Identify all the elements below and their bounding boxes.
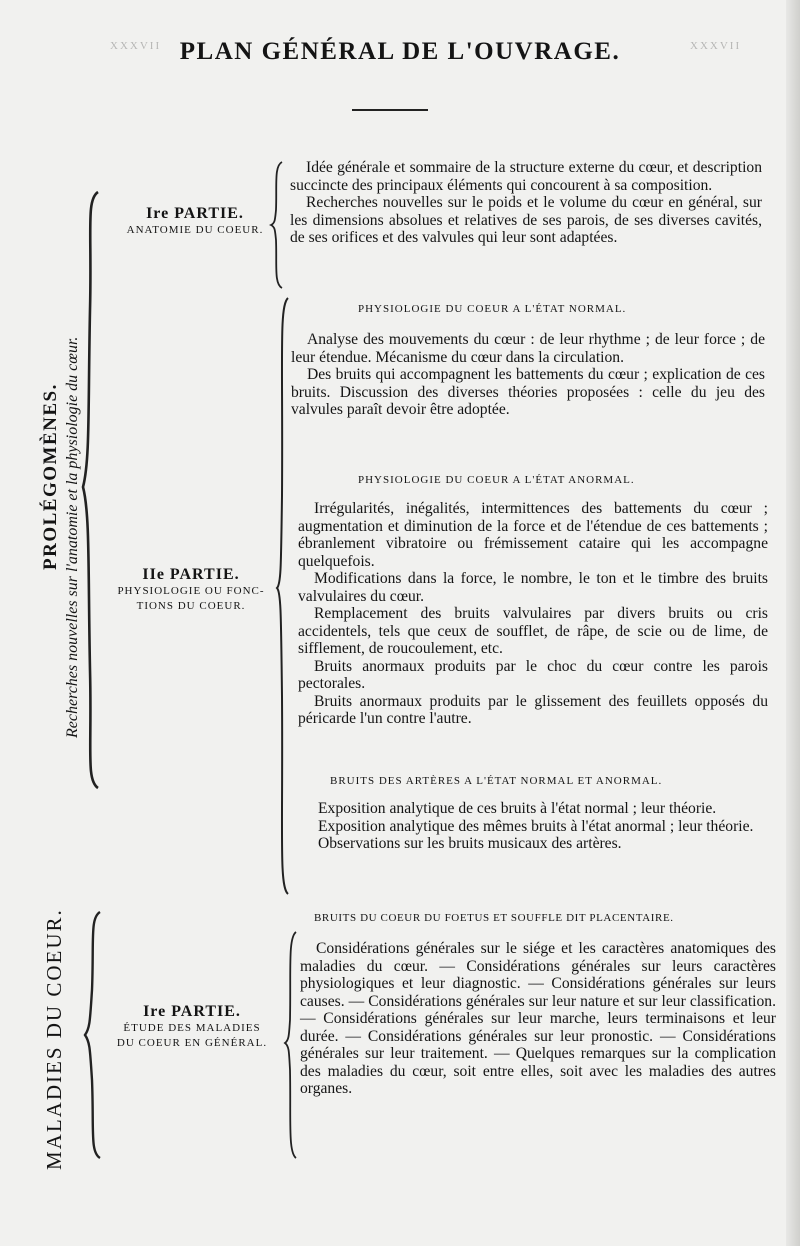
prolegomenes-brace bbox=[82, 190, 102, 790]
section-heading: BRUITS DES ARTÈRES A L'ÉTAT NORMAL ET ANORMAL. bbox=[330, 775, 663, 787]
maladies-part1-text bbox=[300, 940, 776, 1098]
maladies-part1-brace bbox=[284, 930, 298, 1160]
prolegomenes-subtitle: Recherches nouvelles sur l'anatomie et la physiologie du cœur. bbox=[64, 336, 81, 738]
section-heading: BRUITS DU COEUR DU FOETUS ET SOUFFLE DIT PLACENTAIRE. bbox=[314, 912, 674, 924]
prolegomenes-label: PROLÉGOMÈNES. bbox=[40, 383, 61, 570]
prolegomenes-part1-label bbox=[112, 205, 278, 238]
section-paragraph: Remplacement des bruits valvulaires par divers bruits ou cris accidentels, tels que ceux de soufflet, de râpe, de scie ou de lime, de sifflement, de roucoulement, etc. bbox=[298, 605, 768, 657]
section-heading: PHYSIOLOGIE DU COEUR A L'ÉTAT ANORMAL. bbox=[358, 474, 635, 486]
section-paragraph: Modifications dans la force, le nombre, le ton et le timbre des bruits valvulaires du cœur. bbox=[298, 570, 768, 605]
part1-paragraph: Recherches nouvelles sur le poids et le volume du cœur en général, sur les dimensions absolues et relatives de ses parois, de ses diverses cavités, de ses orifices et des valvules qui leur sont adaptées. bbox=[290, 194, 762, 246]
page-number-left: XXXVII bbox=[110, 40, 162, 52]
maladies-part1-subtitle-line2: DU COEUR EN GÉNÉRAL. bbox=[116, 1037, 268, 1049]
section-text bbox=[291, 331, 765, 419]
section-paragraph: Bruits anormaux produits par le choc du cœur contre les parois pectorales. bbox=[298, 657, 768, 692]
page-title: PLAN GÉNÉRAL DE L'OUVRAGE. bbox=[179, 38, 621, 65]
part2-brace bbox=[276, 296, 290, 896]
part1-title: Ire PARTIE. bbox=[146, 205, 244, 222]
section-paragraph: Des bruits qui accompagnent les battements du cœur ; explication de ces bruits. Discussion des diverses théories proposées : celle du jeu des valvules paraît devoir être adoptée. bbox=[291, 366, 765, 418]
section-paragraph: Bruits anormaux produits par le glissement des feuillets opposés du péricarde l'un contre l'autre. bbox=[298, 692, 768, 727]
section-text bbox=[298, 500, 768, 728]
part2-subtitle-line1: PHYSIOLOGIE OU FONC- bbox=[117, 585, 265, 597]
part2-subtitle-line2: TIONS DU COEUR. bbox=[136, 600, 246, 612]
part1-subtitle: ANATOMIE DU COEUR. bbox=[126, 224, 264, 236]
maladies-label: MALADIES DU COEUR. bbox=[42, 908, 66, 1170]
maladies-part1-subtitle-line1: ÉTUDE DES MALADIES bbox=[123, 1022, 261, 1034]
section-paragraph: Irrégularités, inégalités, intermittences des battements du cœur ; augmentation et diminution de la force et de l'étendue de ces battements ; ébranlement vibratoire ou frémissement cataire qui les accompagne quelquefois. bbox=[298, 500, 768, 570]
maladies-part1-title: Ire PARTIE. bbox=[143, 1003, 241, 1020]
prolegomenes-part2-label bbox=[98, 566, 284, 614]
section-heading: PHYSIOLOGIE DU COEUR A L'ÉTAT NORMAL. bbox=[358, 303, 627, 315]
part1-brace bbox=[270, 160, 284, 290]
page-number-right: XXXVII bbox=[690, 40, 742, 52]
part1-paragraph: Idée générale et sommaire de la structure externe du cœur, et description succincte des principaux éléments qui concourent à sa composition. bbox=[290, 159, 762, 194]
section-text bbox=[302, 800, 772, 853]
title-rule bbox=[352, 109, 428, 111]
section-paragraph: Exposition analytique de ces bruits à l'état normal ; leur théorie. bbox=[318, 800, 717, 817]
part1-text bbox=[290, 159, 762, 247]
section-paragraph: Analyse des mouvements du cœur : de leur rhythme ; de leur force ; de leur étendue. Mécanisme du cœur dans la circulation. bbox=[291, 331, 765, 366]
part2-title: IIe PARTIE. bbox=[142, 566, 240, 583]
section-paragraph: Observations sur les bruits musicaux des artères. bbox=[318, 835, 622, 852]
maladies-part1-label bbox=[100, 1003, 284, 1051]
section-paragraph: Exposition analytique des mêmes bruits à l'état anormal ; leur théorie. bbox=[318, 817, 754, 835]
maladies-paragraph: Considérations générales sur le siége et les caractères anatomiques des maladies du cœur. — Considérations générales sur leurs caractères physiologiques et leur diagnostic. — Considérations générales sur leurs causes. — Considérations générales sur leur nature et sur leur classification. — Considérations générales sur leur marche, leurs terminaisons et leur durée. — Considérations générales sur leur pronostic. — Considérations générales sur leur traitement. — Quelques remarques sur la complication des maladies du cœur, soit entre elles, soit avec les maladies des autres organes. bbox=[300, 940, 776, 1097]
page-edge bbox=[786, 0, 800, 1246]
